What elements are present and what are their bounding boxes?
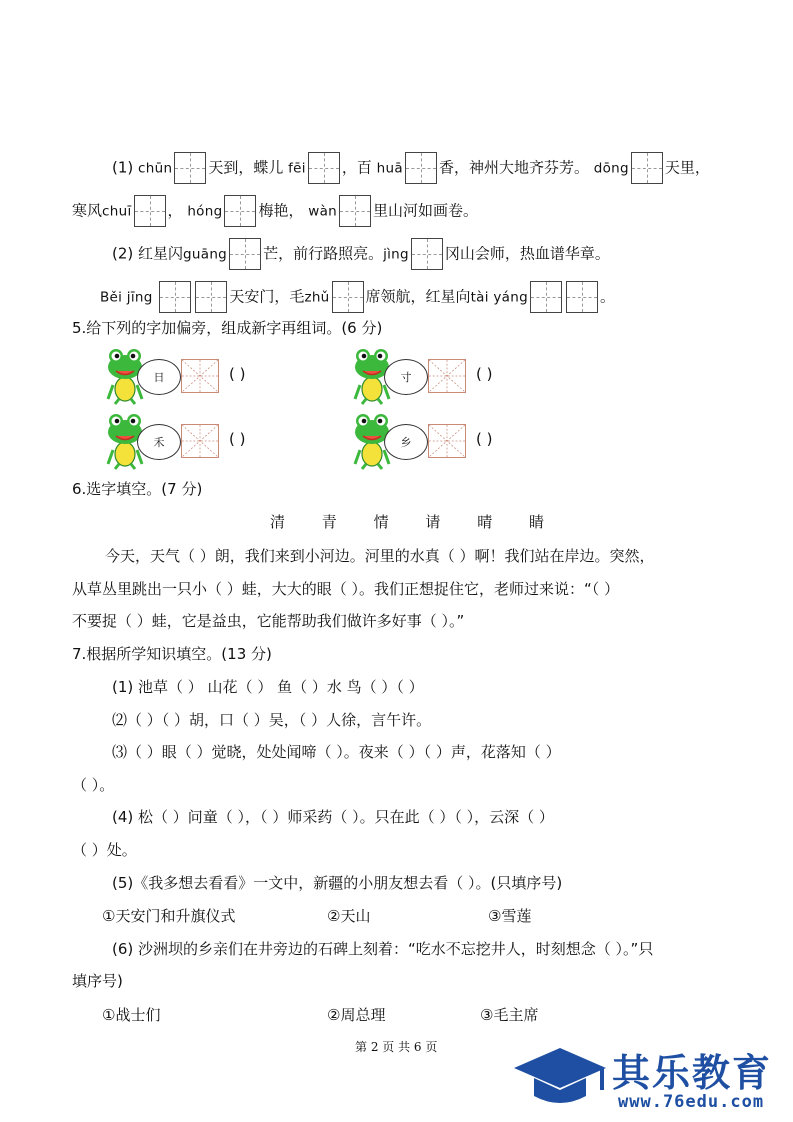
q6-line: 从草丛里跳出一只小（ ）蛙，大大的眼（ ）。我们正想捉住它，老师过来说：“（ ） (72, 580, 620, 598)
q7-choice: ②周总理 (327, 1006, 386, 1024)
answer-blank[interactable]: ( ) (229, 430, 246, 448)
q5-title: 5.给下列的字加偏旁，组成新字再组词。(6 分) (72, 319, 383, 337)
option: 情 (373, 513, 389, 531)
brand-url: www.76edu.com (618, 1092, 765, 1112)
q4-line-2: 寒风chuī ， hóng 梅艳， wàn 里山河如画卷。 (72, 195, 478, 227)
writing-grid[interactable] (411, 238, 443, 270)
option: 晴 (477, 513, 493, 531)
writing-grid[interactable] (308, 152, 340, 184)
writing-grid[interactable] (332, 281, 364, 313)
q7-line: （ ）处。 (72, 841, 137, 859)
answer-blank[interactable]: ( ) (476, 430, 493, 448)
char-oval: 日 (137, 359, 181, 395)
option: 请 (425, 513, 441, 531)
writing-grid[interactable] (428, 359, 466, 393)
q6-options (270, 511, 544, 533)
q7-line: (4) 松（ ）问童（ ），（ ）师采药（ ）。只在此（ ）（ ），云深（ ） (112, 808, 554, 826)
writing-grid[interactable] (224, 195, 256, 227)
answer-blank[interactable]: ( ) (476, 365, 493, 383)
q7-choice: ③雪莲 (488, 907, 532, 925)
q7-choice: ①战士们 (102, 1006, 161, 1024)
writing-grid[interactable] (530, 281, 562, 313)
q7-line: ⑶（ ）眼（ ）觉晓，处处闻啼（ ）。夜来（ ）（ ）声，花落知（ ） (112, 743, 561, 761)
page-footer: 第 2 页 共 6 页 (355, 1040, 438, 1054)
q7-line: (5)《我多想去看看》一文中，新疆的小朋友想去看（ ）。(只填序号) (112, 874, 563, 892)
writing-grid[interactable] (229, 238, 261, 270)
option: 睛 (528, 513, 544, 531)
q7-choice: ②天山 (327, 907, 371, 925)
char-oval: 禾 (137, 424, 181, 460)
option: 清 (270, 513, 286, 531)
writing-grid[interactable] (566, 281, 598, 313)
writing-grid[interactable] (195, 281, 227, 313)
char-oval: 乡 (384, 424, 428, 460)
writing-grid[interactable] (134, 195, 166, 227)
q7-line: （ ）。 (72, 776, 115, 794)
writing-grid[interactable] (339, 195, 371, 227)
q7-line: (1) 池草（ ） 山花（ ） 鱼（ ）水 鸟（ ）（ ） (112, 678, 424, 696)
writing-grid[interactable] (181, 359, 219, 393)
writing-grid[interactable] (428, 424, 466, 458)
q7-line: ⑵（ ）（ ）胡，口（ ）吴，（ ）人徐，言午许。 (112, 711, 432, 729)
writing-grid[interactable] (181, 424, 219, 458)
q4-line-1: (1) chūn 天到，蝶儿 fēi ，百 huā 香，神州大地齐芬芳。 dōng 天里， (112, 152, 710, 184)
q7-choice: ③毛主席 (480, 1006, 539, 1024)
q7-line: 填序号) (72, 972, 123, 990)
q6-line: 今天，天气（ ）朗，我们来到小河边。河里的水真（ ）啊！我们站在岸边。突然， (105, 547, 655, 565)
writing-grid[interactable] (159, 281, 191, 313)
q7-choices-5: ①天安门和升旗仪式 (102, 907, 236, 925)
answer-blank[interactable]: ( ) (229, 365, 246, 383)
writing-grid[interactable] (174, 152, 206, 184)
q4-line-3: (2) 红星闪guāng 芒，前行路照亮。jìng 冈山会师，热血谱华章。 (112, 238, 610, 270)
writing-grid[interactable] (631, 152, 663, 184)
char-oval: 寸 (384, 359, 428, 395)
q6-line: 不要捉（ ）蛙，它是益虫，它能帮助我们做许多好事（ ）。” (72, 612, 465, 630)
graduation-cap-icon (510, 1040, 610, 1110)
q6-title: 6.选字填空。(7 分) (72, 480, 203, 498)
q7-line: (6) 沙洲坝的乡亲们在井旁边的石碑上刻着：“吃水不忘挖井人，时刻想念（ ）。”只 (112, 940, 654, 958)
writing-grid[interactable] (405, 152, 437, 184)
q7-title: 7.根据所学知识填空。(13 分) (72, 645, 272, 663)
q4-line-4: Běi jīng 天安门，毛zhǔ 席领航，红星向tài yáng 。 (100, 281, 615, 313)
brand-name: 其乐教育 (612, 1051, 773, 1095)
option: 青 (321, 513, 337, 531)
